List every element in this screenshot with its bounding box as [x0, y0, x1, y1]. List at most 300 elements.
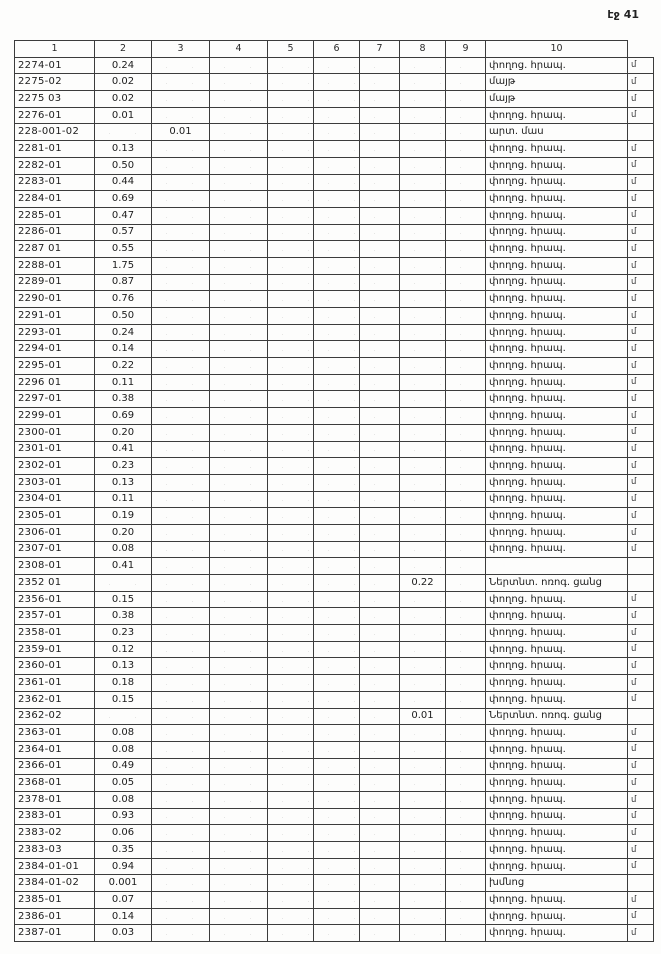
value-col8-cell [400, 908, 446, 925]
value-col8-cell [400, 524, 446, 541]
table-row [15, 324, 654, 341]
value-col8-cell [400, 858, 446, 875]
value-col5-cell [268, 658, 314, 675]
margin-unit-cell: մ [628, 591, 654, 608]
value-col4-cell [210, 591, 268, 608]
object-id-cell: 2302-01 [15, 458, 95, 475]
value-col7-cell [360, 257, 400, 274]
value-col2-cell: 0.44 [95, 174, 152, 191]
value-col5-cell [268, 308, 314, 325]
value-col2-cell: 0.03 [95, 925, 152, 942]
value-col3-cell [152, 391, 210, 408]
value-col5-cell [268, 558, 314, 575]
category-cell: փողոց. հրապ. [486, 591, 628, 608]
value-col7-cell [360, 174, 400, 191]
value-col6-cell [314, 858, 360, 875]
value-col8-cell [400, 741, 446, 758]
category-cell: փողոց. հրապ. [486, 775, 628, 792]
value-col6-cell [314, 575, 360, 592]
value-col8-cell [400, 341, 446, 358]
value-col7-cell [360, 391, 400, 408]
value-col4-cell [210, 341, 268, 358]
value-col8-cell [400, 775, 446, 792]
value-col9-cell [446, 207, 486, 224]
value-col2-cell: 0.13 [95, 474, 152, 491]
value-col2-cell: 0.24 [95, 324, 152, 341]
margin-unit-cell: մ [628, 224, 654, 241]
table-row [15, 725, 654, 742]
value-col7-cell [360, 658, 400, 675]
value-col4-cell [210, 308, 268, 325]
value-col9-cell [446, 608, 486, 625]
data-table [14, 40, 654, 942]
category-cell: փողոց. հրապ. [486, 257, 628, 274]
value-col5-cell [268, 825, 314, 842]
value-col8-cell [400, 842, 446, 859]
value-col3-cell [152, 57, 210, 74]
value-col3-cell [152, 758, 210, 775]
table-row [15, 358, 654, 375]
value-col3-cell [152, 274, 210, 291]
value-col5-cell [268, 808, 314, 825]
value-col2-cell: 0.01 [95, 107, 152, 124]
value-col2-cell: 0.13 [95, 141, 152, 158]
object-id-cell: 2356-01 [15, 591, 95, 608]
value-col9-cell [446, 675, 486, 692]
category-cell: փողոց. հրապ. [486, 107, 628, 124]
value-col5-cell [268, 374, 314, 391]
object-id-cell: 2361-01 [15, 675, 95, 692]
margin-unit-cell: մ [628, 608, 654, 625]
table-row [15, 241, 654, 258]
object-id-cell: 2362-02 [15, 708, 95, 725]
category-cell: փողոց. հրապ. [486, 508, 628, 525]
value-col6-cell [314, 524, 360, 541]
margin-unit-cell: մ [628, 157, 654, 174]
value-col9-cell [446, 541, 486, 558]
value-col9-cell [446, 641, 486, 658]
category-cell: փողոց. հրապ. [486, 324, 628, 341]
value-col9-cell [446, 625, 486, 642]
value-col7-cell [360, 758, 400, 775]
value-col6-cell [314, 641, 360, 658]
value-col5-cell [268, 107, 314, 124]
value-col2-cell: 0.12 [95, 641, 152, 658]
object-id-cell: 2385-01 [15, 892, 95, 909]
value-col3-cell [152, 808, 210, 825]
value-col5-cell [268, 157, 314, 174]
value-col6-cell [314, 608, 360, 625]
value-col3-cell [152, 474, 210, 491]
value-col9-cell [446, 174, 486, 191]
value-col2-cell: 0.87 [95, 274, 152, 291]
object-id-cell: 2366-01 [15, 758, 95, 775]
category-cell: փողոց. հրապ. [486, 424, 628, 441]
column-header-5: 5 [268, 41, 314, 58]
object-id-cell: 2368-01 [15, 775, 95, 792]
value-col2-cell: 0.38 [95, 608, 152, 625]
category-cell: փողոց. հրապ. [486, 741, 628, 758]
value-col6-cell [314, 291, 360, 308]
margin-unit-cell: մ [628, 308, 654, 325]
value-col4-cell [210, 141, 268, 158]
value-col7-cell [360, 124, 400, 141]
value-col3-cell [152, 908, 210, 925]
value-col7-cell [360, 441, 400, 458]
object-id-cell: 2352 01 [15, 575, 95, 592]
category-cell: փողոց. հրապ. [486, 391, 628, 408]
page-number-label: էջ 41 [607, 8, 639, 21]
object-id-cell: 2306-01 [15, 524, 95, 541]
object-id-cell: 2296 01 [15, 374, 95, 391]
value-col5-cell [268, 675, 314, 692]
value-col6-cell [314, 207, 360, 224]
column-header-8: 8 [400, 41, 446, 58]
category-cell: փողոց. հրապ. [486, 725, 628, 742]
value-col9-cell [446, 575, 486, 592]
category-cell: փողոց. հրապ. [486, 491, 628, 508]
category-cell [486, 558, 628, 575]
margin-unit-cell: մ [628, 808, 654, 825]
value-col4-cell [210, 157, 268, 174]
margin-unit-cell: մ [628, 374, 654, 391]
value-col6-cell [314, 441, 360, 458]
value-col2-cell: 0.05 [95, 775, 152, 792]
object-id-cell: 228-001-02 [15, 124, 95, 141]
object-id-cell: 2386-01 [15, 908, 95, 925]
value-col3-cell [152, 441, 210, 458]
category-cell: փողոց. հրապ. [486, 224, 628, 241]
value-col4-cell [210, 74, 268, 91]
margin-unit-cell: մ [628, 274, 654, 291]
value-col3-cell [152, 107, 210, 124]
object-id-cell: 2364-01 [15, 741, 95, 758]
value-col6-cell [314, 341, 360, 358]
object-id-cell: 2303-01 [15, 474, 95, 491]
value-col5-cell [268, 858, 314, 875]
value-col9-cell [446, 124, 486, 141]
value-col6-cell [314, 908, 360, 925]
value-col5-cell [268, 892, 314, 909]
value-col3-cell [152, 491, 210, 508]
table-row [15, 257, 654, 274]
margin-unit-cell [628, 708, 654, 725]
value-col5-cell [268, 608, 314, 625]
margin-unit-cell: մ [628, 908, 654, 925]
value-col4-cell [210, 191, 268, 208]
value-col2-cell: 0.23 [95, 625, 152, 642]
object-id-cell: 2301-01 [15, 441, 95, 458]
table-row [15, 191, 654, 208]
column-header-margin [628, 41, 654, 58]
category-cell: փողոց. հրապ. [486, 374, 628, 391]
value-col4-cell [210, 441, 268, 458]
value-col4-cell [210, 291, 268, 308]
value-col7-cell [360, 491, 400, 508]
value-col3-cell [152, 91, 210, 108]
category-cell: փողոց. հրապ. [486, 174, 628, 191]
object-id-cell: 2274-01 [15, 57, 95, 74]
table-row [15, 858, 654, 875]
value-col4-cell [210, 791, 268, 808]
value-col8-cell [400, 508, 446, 525]
value-col6-cell [314, 508, 360, 525]
category-cell: մայթ [486, 91, 628, 108]
value-col3-cell [152, 625, 210, 642]
value-col7-cell [360, 641, 400, 658]
value-col4-cell [210, 725, 268, 742]
margin-unit-cell: մ [628, 508, 654, 525]
margin-unit-cell: մ [628, 424, 654, 441]
value-col8-cell [400, 725, 446, 742]
value-col6-cell [314, 625, 360, 642]
object-id-cell: 2362-01 [15, 691, 95, 708]
value-col6-cell [314, 107, 360, 124]
value-col3-cell [152, 658, 210, 675]
value-col9-cell [446, 74, 486, 91]
value-col5-cell [268, 925, 314, 942]
value-col4-cell [210, 808, 268, 825]
value-col8-cell [400, 691, 446, 708]
object-id-cell: 2276-01 [15, 107, 95, 124]
category-cell: փողոց. հրապ. [486, 474, 628, 491]
table-row [15, 524, 654, 541]
value-col6-cell [314, 224, 360, 241]
value-col9-cell [446, 274, 486, 291]
value-col8-cell [400, 641, 446, 658]
value-col7-cell [360, 925, 400, 942]
column-header-1: 1 [15, 41, 95, 58]
table-row [15, 591, 654, 608]
value-col8-cell [400, 825, 446, 842]
value-col7-cell [360, 91, 400, 108]
value-col8-cell [400, 174, 446, 191]
category-cell: փողոց. հրապ. [486, 791, 628, 808]
table-row [15, 474, 654, 491]
value-col9-cell [446, 141, 486, 158]
margin-unit-cell: մ [628, 741, 654, 758]
value-col5-cell [268, 341, 314, 358]
value-col4-cell [210, 858, 268, 875]
value-col3-cell [152, 925, 210, 942]
value-col8-cell [400, 224, 446, 241]
value-col6-cell [314, 74, 360, 91]
table-row [15, 758, 654, 775]
value-col8-cell [400, 107, 446, 124]
value-col3-cell [152, 141, 210, 158]
object-id-cell: 2357-01 [15, 608, 95, 625]
value-col4-cell [210, 458, 268, 475]
value-col6-cell [314, 274, 360, 291]
margin-unit-cell: մ [628, 675, 654, 692]
margin-unit-cell: մ [628, 524, 654, 541]
value-col6-cell [314, 875, 360, 892]
margin-unit-cell: մ [628, 775, 654, 792]
value-col3-cell [152, 775, 210, 792]
value-col9-cell [446, 825, 486, 842]
table-row [15, 491, 654, 508]
table-row [15, 791, 654, 808]
value-col4-cell [210, 408, 268, 425]
value-col8-cell: 0.01 [400, 708, 446, 725]
value-col8-cell [400, 91, 446, 108]
value-col8-cell [400, 608, 446, 625]
value-col5-cell [268, 641, 314, 658]
object-id-cell: 2383-02 [15, 825, 95, 842]
value-col3-cell [152, 458, 210, 475]
value-col7-cell [360, 908, 400, 925]
value-col7-cell [360, 708, 400, 725]
value-col2-cell [95, 124, 152, 141]
value-col8-cell [400, 925, 446, 942]
value-col6-cell [314, 658, 360, 675]
value-col3-cell [152, 708, 210, 725]
category-cell: փողոց. հրապ. [486, 141, 628, 158]
value-col7-cell [360, 825, 400, 842]
value-col4-cell [210, 474, 268, 491]
value-col7-cell [360, 842, 400, 859]
value-col3-cell [152, 291, 210, 308]
value-col4-cell [210, 625, 268, 642]
table-row [15, 291, 654, 308]
value-col5-cell [268, 241, 314, 258]
value-col6-cell [314, 558, 360, 575]
value-col5-cell [268, 458, 314, 475]
table-row [15, 391, 654, 408]
value-col3-cell [152, 608, 210, 625]
category-cell: փողոց. հրապ. [486, 308, 628, 325]
value-col6-cell [314, 491, 360, 508]
object-id-cell: 2297-01 [15, 391, 95, 408]
value-col3-cell [152, 174, 210, 191]
category-cell: արտ. մաս [486, 124, 628, 141]
value-col3-cell: 0.01 [152, 124, 210, 141]
margin-unit-cell: մ [628, 74, 654, 91]
value-col9-cell [446, 725, 486, 742]
table-row [15, 408, 654, 425]
object-id-cell: 2283-01 [15, 174, 95, 191]
value-col3-cell [152, 842, 210, 859]
value-col3-cell [152, 858, 210, 875]
value-col9-cell [446, 842, 486, 859]
value-col9-cell [446, 308, 486, 325]
value-col5-cell [268, 541, 314, 558]
value-col7-cell [360, 107, 400, 124]
value-col5-cell [268, 424, 314, 441]
value-col3-cell [152, 641, 210, 658]
value-col8-cell [400, 541, 446, 558]
value-col3-cell [152, 341, 210, 358]
category-cell: Ներտնտ. ոռոգ. ցանց [486, 708, 628, 725]
value-col2-cell: 0.11 [95, 374, 152, 391]
object-id-cell: 2287 01 [15, 241, 95, 258]
value-col9-cell [446, 791, 486, 808]
value-col3-cell [152, 558, 210, 575]
object-id-cell: 2288-01 [15, 257, 95, 274]
table-row [15, 658, 654, 675]
value-col5-cell [268, 908, 314, 925]
value-col4-cell [210, 842, 268, 859]
value-col9-cell [446, 241, 486, 258]
value-col9-cell [446, 224, 486, 241]
value-col5-cell [268, 291, 314, 308]
value-col3-cell [152, 575, 210, 592]
table-row [15, 141, 654, 158]
category-cell: փողոց. հրապ. [486, 241, 628, 258]
value-col6-cell [314, 741, 360, 758]
value-col7-cell [360, 508, 400, 525]
value-col4-cell [210, 491, 268, 508]
value-col5-cell [268, 524, 314, 541]
value-col7-cell [360, 524, 400, 541]
value-col9-cell [446, 875, 486, 892]
table-row [15, 174, 654, 191]
value-col4-cell [210, 524, 268, 541]
value-col8-cell [400, 474, 446, 491]
value-col7-cell [360, 308, 400, 325]
value-col6-cell [314, 124, 360, 141]
value-col8-cell [400, 358, 446, 375]
value-col3-cell [152, 358, 210, 375]
value-col6-cell [314, 474, 360, 491]
table-row [15, 91, 654, 108]
value-col6-cell [314, 808, 360, 825]
value-col7-cell [360, 741, 400, 758]
value-col9-cell [446, 775, 486, 792]
value-col3-cell [152, 424, 210, 441]
category-cell: փողոց. հրապ. [486, 675, 628, 692]
category-cell: փողոց. հրապ. [486, 207, 628, 224]
category-cell: փողոց. հրապ. [486, 858, 628, 875]
object-id-cell: 2300-01 [15, 424, 95, 441]
value-col5-cell [268, 74, 314, 91]
value-col5-cell [268, 875, 314, 892]
value-col6-cell [314, 91, 360, 108]
value-col5-cell [268, 191, 314, 208]
object-id-cell: 2359-01 [15, 641, 95, 658]
margin-unit-cell: մ [628, 791, 654, 808]
value-col6-cell [314, 758, 360, 775]
value-col6-cell [314, 358, 360, 375]
margin-unit-cell: մ [628, 391, 654, 408]
table-row [15, 575, 654, 592]
value-col5-cell [268, 174, 314, 191]
category-cell: փողոց. հրապ. [486, 408, 628, 425]
category-cell: փողոց. հրապ. [486, 925, 628, 942]
value-col2-cell: 1.75 [95, 257, 152, 274]
table-row [15, 224, 654, 241]
value-col2-cell: 0.38 [95, 391, 152, 408]
value-col3-cell [152, 791, 210, 808]
value-col2-cell [95, 708, 152, 725]
table-row [15, 541, 654, 558]
value-col2-cell [95, 575, 152, 592]
value-col7-cell [360, 74, 400, 91]
value-col6-cell [314, 241, 360, 258]
value-col2-cell: 0.76 [95, 291, 152, 308]
value-col5-cell [268, 791, 314, 808]
value-col9-cell [446, 524, 486, 541]
object-id-cell: 2387-01 [15, 925, 95, 942]
value-col2-cell: 0.07 [95, 892, 152, 909]
value-col4-cell [210, 908, 268, 925]
value-col9-cell [446, 157, 486, 174]
table-row [15, 207, 654, 224]
value-col6-cell [314, 324, 360, 341]
object-id-cell: 2363-01 [15, 725, 95, 742]
value-col7-cell [360, 274, 400, 291]
value-col4-cell [210, 274, 268, 291]
